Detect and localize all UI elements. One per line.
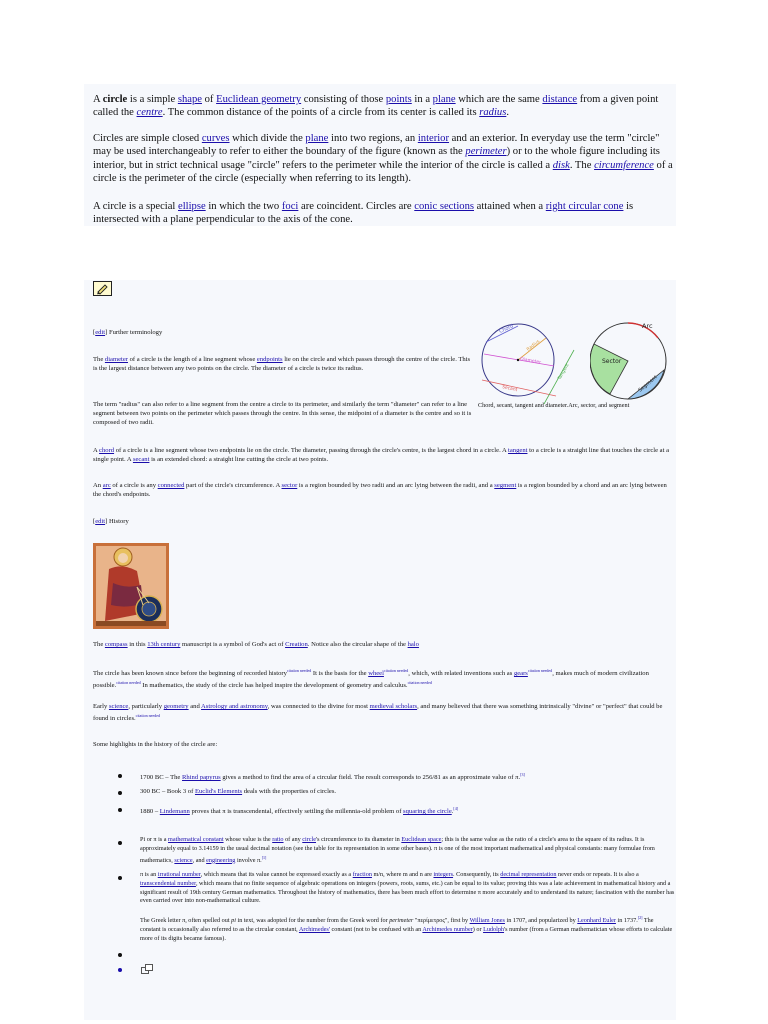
edit-link-terminology[interactable]: edit — [95, 329, 106, 336]
label-arc: Arc — [642, 322, 653, 330]
intro-paragraph-2: Circles are simple closed curves which divide the plane into two regions, an interior and an exterior. In everyday use the term "circle" may be used interchangeably to refer to either the boundary of the figure (known as the perimeter) or to the whole figure including its interior, but in strict technical usage "circle" refers to the perimeter while the interior of the circle is called a disk. The circumference of a circle is the perimeter of the circle (especially when referring to its length). — [93, 133, 673, 185]
term-circle: circle — [102, 94, 128, 105]
link-science[interactable]: science — [108, 703, 129, 710]
link-segment[interactable]: segment — [494, 482, 517, 489]
link-leonhard-euler[interactable]: Leonhard Euler — [577, 917, 616, 925]
highlights-intro: Some highlights in the history of the circle are: — [93, 741, 218, 748]
link-radius[interactable]: radius — [479, 107, 507, 119]
link-circumference[interactable]: circumference — [594, 159, 654, 171]
label-sector: Sector — [602, 358, 622, 365]
link-medieval-scholars[interactable]: medieval scholars — [369, 703, 418, 710]
link-plane[interactable]: plane — [432, 94, 456, 105]
link-interior[interactable]: interior — [417, 133, 450, 144]
link-fraction[interactable]: fraction — [352, 871, 372, 878]
link-lindemann[interactable]: Lindemann — [159, 808, 190, 816]
intro-paragraph-3: A circle is a special ellipse in which the two foci are coincident. Circles are conic sections attained when a right circular cone is intersected with a plane perpendicular to the axis of the cone. — [93, 201, 634, 226]
link-points[interactable]: points — [385, 94, 412, 105]
section-heading-terminology: [edit] Further terminology — [93, 329, 163, 336]
citation-ref[interactable]: [2] — [637, 915, 643, 920]
chord-secant-tangent-diagram — [474, 320, 578, 404]
highlight-item: 300 BC – Book 3 of Euclid's Elements deals with the properties of circles. — [140, 788, 337, 795]
link-astrology-astronomy[interactable]: Astrology and astronomy — [201, 703, 268, 710]
link-connected[interactable]: connected — [157, 482, 185, 489]
link-conic-sections[interactable]: conic sections — [414, 201, 474, 212]
manuscript-compass-image[interactable] — [93, 543, 169, 629]
link-squaring-the-circle[interactable]: squaring the circle — [403, 808, 452, 816]
link-euclids-elements[interactable]: Euclid's Elements — [194, 788, 243, 795]
link-william-jones[interactable]: William Jones — [469, 917, 505, 925]
link-geometry[interactable]: geometry — [163, 703, 189, 710]
list-bullet — [118, 808, 122, 812]
citation-needed[interactable]: citation needed — [527, 668, 553, 673]
link-transcendental-number[interactable]: transcendental number — [140, 879, 196, 887]
sector-shape — [590, 344, 628, 394]
label-tangent: Tangent — [557, 363, 571, 381]
content-panel — [84, 280, 676, 1020]
link-halo[interactable]: halo — [407, 641, 419, 648]
arc-paragraph: An arc of a circle is any connected part of the circle's circumference. A sector is a region bounded by two radii and an arc lying between the radii, and a segment is a region bounded by a chord and an arc lying between the chord's endpoints. — [93, 482, 667, 499]
link-ratio[interactable]: ratio — [272, 836, 284, 843]
citation-ref[interactable]: [4] — [453, 806, 459, 811]
link-archimedes-number[interactable]: Archimedes number — [422, 925, 473, 933]
link-ellipse[interactable]: ellipse — [178, 201, 206, 212]
link-compass[interactable]: compass — [104, 641, 128, 648]
link-sector[interactable]: sector — [281, 482, 298, 489]
edit-link-history[interactable]: edit — [95, 518, 106, 525]
link-wheel[interactable]: wheel — [368, 670, 384, 678]
diagram-captions — [478, 402, 678, 411]
link-ludolph[interactable]: Ludolph — [483, 925, 505, 933]
highlight-item: 1700 BC – The Rhind papyrus gives a method to find the area of a circular field. The result corresponds to 256/81 as an approximate value of π.[3] — [140, 772, 525, 782]
link-curves[interactable]: curves — [201, 133, 230, 144]
link-science-2[interactable]: science — [174, 856, 193, 864]
label-radius: Radius — [526, 339, 542, 353]
pi-paragraph-3: The Greek letter π, often spelled out pi in text, was adopted for the number from the Greek word for perimeter "περίμετρος", first by William Jones in 1707, and popularized by Leonhard Euler in 1737.[2] The constant is occasionally also referred to as the circular constant, Archimedes' constant (not to be confused with an Archimedes number) or Ludolph's number (from a German mathematician whose efforts to calculate more of its digits became famous). — [140, 915, 673, 942]
link-diameter[interactable]: diameter — [104, 356, 128, 363]
citation-needed[interactable]: citation needed — [116, 680, 141, 686]
chord-paragraph: A chord of a circle is a line segment whose two endpoints lie on the circle. The diameter, passing through the circle's centre, is the largest chord in a circle. A tangent to a circle is a straight line that touches the circle at a single point. A secant is an extended chord: a straight line cutting the circle at two points. — [93, 447, 669, 464]
citation-ref[interactable]: [1] — [261, 854, 267, 860]
caption-chord-diagram: Chord, secant, tangent and diameter. — [478, 402, 569, 409]
list-bullet — [118, 968, 122, 972]
link-euclidean-geometry[interactable]: Euclidean geometry — [216, 94, 302, 105]
link-foci[interactable]: foci — [281, 201, 299, 212]
link-disk[interactable]: disk — [552, 159, 570, 171]
link-chord[interactable]: chord — [99, 447, 115, 454]
link-euclidean-space[interactable]: Euclidean space — [401, 836, 442, 843]
link-integers[interactable]: integers — [433, 871, 454, 878]
citation-ref[interactable]: [3] — [520, 772, 525, 777]
link-decimal-representation[interactable]: decimal representation — [500, 871, 557, 878]
link-endpoints[interactable]: endpoints — [256, 356, 283, 363]
link-distance[interactable]: distance — [542, 94, 578, 105]
pi-paragraph-2: π is an irrational number, which means that its value cannot be expressed exactly as a fraction m/n, where m and n are integers. Consequently, its decimal representation never ends or repeats. It is also a transcendental number, which means that no finite sequence of algebraic operations on integers (powers, roots, sums, etc.) can be equal to its value; proving this was a late achievement in mathematical history and a significant result of 19th century German mathematics. Throughout the history of mathematics, there has been much effort to determine π more accurately and to understand its nature; fascination with the number has even carried over into non-mathematical culture. — [140, 871, 675, 905]
link-mathematical-constant[interactable]: mathematical constant — [168, 836, 224, 843]
link-archimedes[interactable]: Archimedes' — [298, 925, 330, 933]
link-gears[interactable]: gears — [513, 670, 528, 678]
label-chord: Chord — [498, 323, 515, 335]
list-bullet — [118, 774, 122, 778]
radius-term-paragraph: The term "radius" can also refer to a line segment from the centre a circle to its perimeter, and similarly the term "diameter" can refer to a line segment between two points on the perimeter which passes through the centre. In this sense, the midpoint of a diameter is the centre and so it is composed of two radii. — [93, 401, 472, 427]
link-13th-century[interactable]: 13th century — [147, 641, 181, 648]
link-secant[interactable]: secant — [132, 456, 150, 464]
diameter-paragraph: The diameter of a circle is the length of a line segment whose endpoints lie on the circle and which passes through the centre of the circle. This is the largest distance between any two points on the circle. The diameter of a circle is twice its radius. — [93, 356, 471, 373]
caption-arc-diagram: Arc, sector, and segment — [568, 402, 630, 409]
pencil-glyph — [94, 282, 111, 295]
link-circle[interactable]: circle — [302, 836, 317, 843]
manuscript-caption: The compass in this 13th century manuscript is a symbol of God's act of Creation. Notice also the circular shape of the halo — [93, 641, 419, 648]
list-bullet — [118, 841, 122, 845]
link-irrational-number[interactable]: irrational number — [157, 871, 201, 878]
history-paragraph-1: The circle has been known since before the beginning of recorded history$^{citation needed}$ It is the basis for the wheel$^{citation needed}$, which, with related inventions such as gears$^{citation needed}$, makes much of modern civilization possible.$^{citation needed}$ In mathematics, the study of the circle has helped inspire the development of geometry and calculus.$^{citation needed}$ — [93, 668, 649, 690]
section-heading-history: [edit] History — [93, 518, 129, 525]
citation-needed[interactable]: citation needed — [383, 668, 409, 673]
pi-paragraph-1: Pi or π is a mathematical constant whose value is the ratio of any circle's circumference to its diameter in Euclidean space; this is the same value as the ratio of a circle's area to the square of its radius. It is approximately equal to 3.14159 in the usual decimal notation (see the table for its representation in some other bases). π is one of the most important mathematical and physical constants: many formulae from mathematics, science, and engineering involve π.[1] — [140, 836, 655, 864]
edit-pencil-icon[interactable] — [93, 281, 112, 296]
history-paragraph-2: Early science, particularly geometry and Astrology and astronomy, was connected to the divine for most medieval scholars, and many believed that there was something intrinsically "divine" or "perfect" that could be found in circles.$^{citation needed}$ — [93, 703, 663, 723]
highlight-item: 1880 – Lindemann proves that π is transcendental, effectively settling the millennia-old problem of squaring the circle.[4] — [140, 806, 459, 816]
link-rhind-papyrus[interactable]: Rhind papyrus — [182, 774, 221, 782]
citation-needed[interactable]: citation needed — [286, 668, 312, 673]
expand-image-icon[interactable] — [141, 964, 153, 974]
list-bullet — [118, 876, 122, 880]
link-creation[interactable]: Creation — [285, 641, 308, 648]
link-tangent[interactable]: tangent — [508, 447, 528, 454]
link-centre[interactable]: centre — [136, 107, 163, 119]
label-diameter: Diameter — [519, 357, 542, 366]
secant-line — [482, 380, 556, 396]
link-engineering[interactable]: engineering — [206, 856, 236, 864]
link-arc[interactable]: arc — [102, 482, 111, 489]
link-plane-2[interactable]: plane — [305, 133, 329, 144]
citation-needed[interactable]: citation needed — [135, 713, 160, 719]
list-bullet — [118, 953, 122, 957]
link-right-circular-cone[interactable]: right circular cone — [545, 201, 624, 212]
label-secant: Secant — [501, 385, 518, 394]
arc-sector-segment-diagram — [590, 318, 676, 402]
citation-needed[interactable]: citation needed — [407, 680, 432, 686]
list-bullet — [118, 791, 122, 795]
link-shape[interactable]: shape — [177, 94, 202, 105]
intro-paragraph-1: A circle is a simple shape of Euclidean geometry consisting of those points in a plane which are the same distance from a given point called the centre. The common distance of the points of a circle from its center is called its radius. — [93, 94, 659, 119]
label-segment: Segment — [637, 374, 659, 394]
link-perimeter[interactable]: perimeter — [465, 146, 507, 158]
